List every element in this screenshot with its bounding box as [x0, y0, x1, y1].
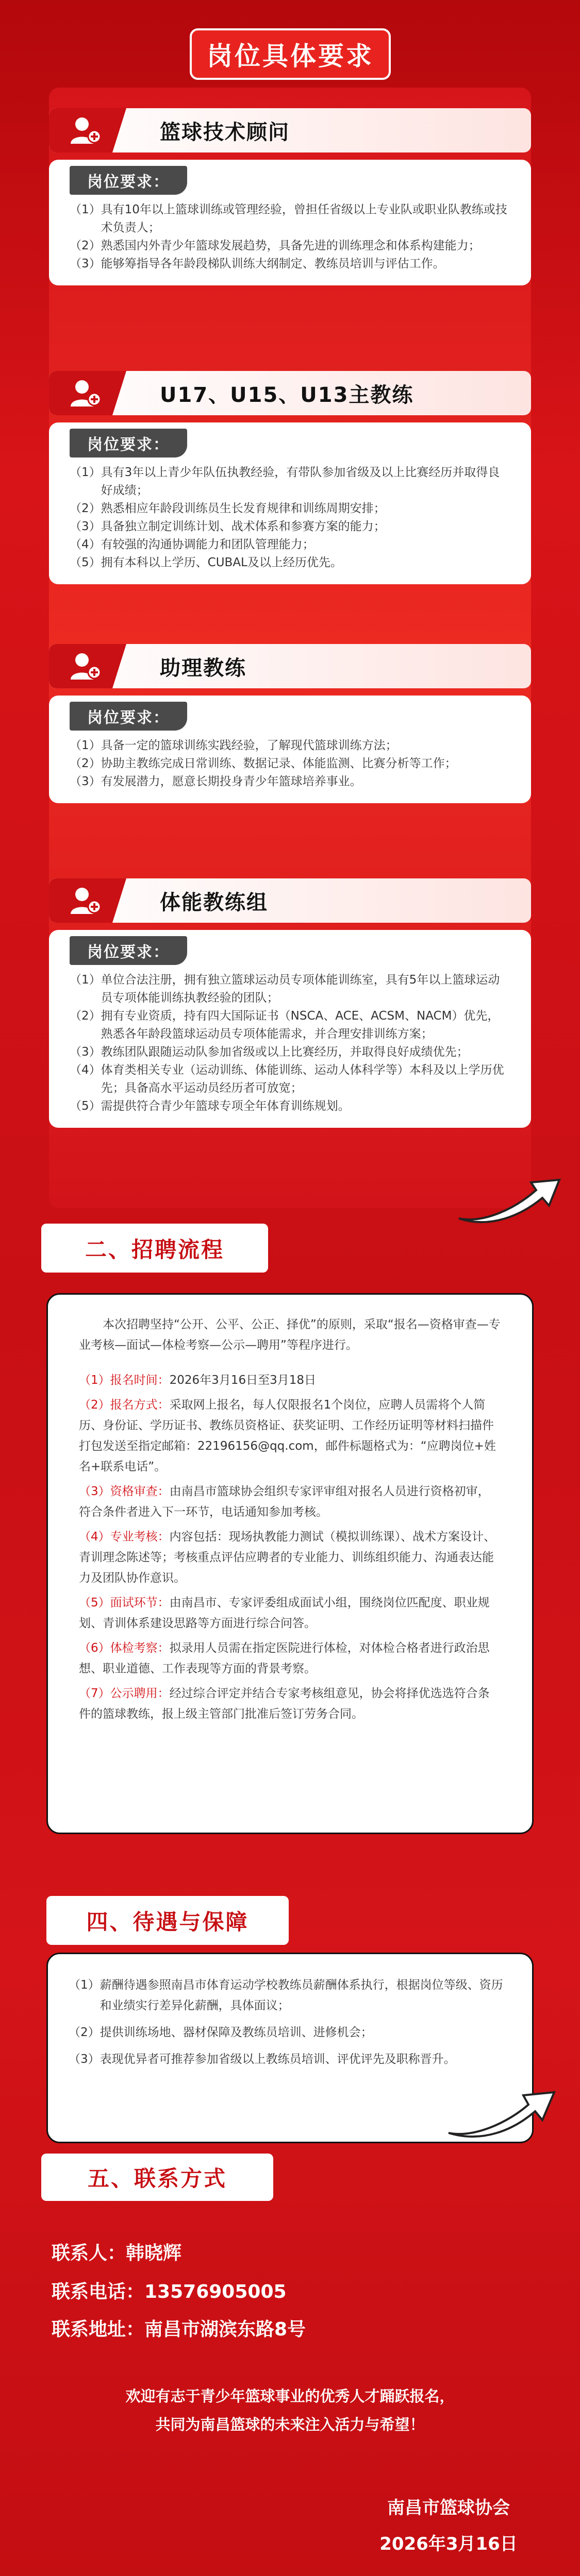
list-item	[69, 1975, 511, 2016]
item-text: 具备独立制定训练计划、战术体系和参赛方案的能力；	[101, 520, 386, 533]
process-card	[46, 1293, 534, 1834]
item-text: 有较强的沟通协调能力和团队管理能力；	[101, 538, 314, 551]
list-item	[70, 1007, 510, 1043]
list-item	[70, 255, 510, 273]
process-step	[79, 1683, 501, 1724]
list-item	[70, 518, 510, 536]
contact-address: 联系地址：南昌市湖滨东路8号	[52, 2319, 306, 2340]
role-title: U17、U15、U13主教练	[160, 383, 414, 407]
process-step	[79, 1638, 501, 1679]
list-item	[70, 755, 510, 773]
list-item	[70, 1061, 510, 1097]
process-step	[79, 1481, 501, 1522]
role-title: 体能教练组	[160, 890, 268, 914]
item-number: （4）	[70, 538, 101, 551]
step-text: 由南昌市、专家评委组成面试小组，围绕岗位匹配度、职业规划、青训体系建设思路等方面进行综合问答。	[79, 1596, 490, 1630]
role-title: 助理教练	[160, 656, 246, 680]
list-item	[70, 971, 510, 1007]
role-block	[49, 644, 531, 803]
list-item	[70, 500, 510, 518]
item-number: （3）	[69, 2053, 100, 2066]
org-signature: 南昌市篮球协会	[387, 2498, 510, 2518]
item-text: 具有3年以上青少年队伍执教经验，有带队参加省级及以上比赛经历并取得良好成绩；	[101, 466, 500, 497]
item-text: 薪酬待遇参照南昌市体育运动学校教练员薪酬体系执行，根据岗位等级、资历和业绩实行差异化薪酬，具体面议；	[100, 1978, 503, 2012]
item-text: 具有10年以上篮球训练或管理经验，曾担任省级以上专业队或职业队教练或技术负责人；	[101, 203, 507, 234]
role-header	[49, 108, 531, 152]
item-number: （1）	[70, 973, 101, 987]
item-number: （2）	[70, 757, 101, 770]
item-number: （1）	[70, 739, 101, 752]
role-block	[49, 108, 531, 285]
requirements-card	[49, 422, 531, 584]
item-number: （4）	[70, 1063, 101, 1077]
role-title: 篮球技术顾问	[160, 120, 290, 144]
list-item	[70, 1097, 510, 1115]
step-label: （3）资格审查：	[79, 1485, 170, 1498]
role-header	[49, 878, 531, 923]
step-text: 经过综合评定并结合专家考核组意见，协会将择优选选符合条件的篮球教练，报上级主管部门批准后签订劳务合同。	[79, 1687, 490, 1721]
item-text: 单位合法注册，拥有独立篮球运动员专项体能训练室，具有5年以上篮球运动员专项体能训练执教经验的团队；	[101, 973, 500, 1005]
item-text: 提供训练场地、器材保障及教练员培训、进修机会；	[100, 2026, 373, 2039]
item-number: （3）	[70, 257, 101, 270]
requirements-list	[70, 201, 510, 273]
item-number: （3）	[70, 775, 101, 788]
item-text: 教练团队跟随运动队参加省级或以上比赛经历，并取得良好成绩优先；	[101, 1045, 469, 1059]
item-text: 能够筹指导各年龄段梯队训练大纲制定、教练员培训与评估工作。	[101, 257, 445, 270]
list-item	[69, 2049, 511, 2070]
process-intro: 本次招聘坚持“公开、公平、公正、择优”的原则，采取“报名—资格审查—专业考核—面试—体检考察—公示—聘用”等程序进行。	[79, 1318, 501, 1352]
contact-phone: 联系电话：13576905005	[52, 2281, 287, 2302]
item-number: （2）	[70, 239, 101, 252]
list-item	[70, 201, 510, 237]
footer-message-1: 欢迎有志于青少年篮球事业的优秀人才踊跃报名，	[125, 2387, 455, 2405]
requirements-tag: 岗位要求：	[70, 429, 187, 457]
step-text: 拟录用人员需在指定医院进行体检，对体检合格者进行政治思想、职业道德、工作表现等方面的背景考察。	[79, 1641, 490, 1675]
list-item	[70, 773, 510, 791]
item-text: 具备一定的篮球训练实践经验，了解现代篮球训练方法；	[101, 739, 397, 752]
item-number: （3）	[70, 520, 101, 533]
role-header	[49, 371, 531, 415]
user-add-icon	[49, 878, 126, 923]
process-step	[79, 1527, 501, 1588]
section-tab-contact: 五、联系方式	[41, 2154, 273, 2201]
arrow-right-icon	[454, 1162, 567, 1234]
requirements-tag: 岗位要求：	[70, 702, 187, 731]
requirements-list	[70, 971, 510, 1115]
step-text: 内容包括：现场执教能力测试（模拟训练课）、战术方案设计、青训理念陈述等；考核重点评估应聘者的专业能力、训练组织能力、沟通表达能力及团队协作意识。	[79, 1530, 496, 1585]
item-number: （5）	[70, 556, 101, 569]
requirements-list	[70, 737, 510, 791]
step-label: （4）专业考核：	[79, 1530, 170, 1544]
item-number: （1）	[70, 203, 101, 216]
item-text: 拥有专业资质，持有四大国际证书（NSCA、ACE、ACSM、NACM）优先，熟悉各年龄段篮球运动员专项体能需求，并合理安排训练方案；	[101, 1009, 500, 1041]
process-step	[79, 1395, 501, 1477]
item-text: 体育类相关专业（运动训练、体能训练、运动人体科学等）本科及以上学历优先；具备高水平运动员经历者可放宽；	[101, 1063, 504, 1095]
requirements-tag: 岗位要求：	[70, 166, 187, 195]
item-number: （1）	[70, 466, 101, 479]
list-item	[70, 554, 510, 572]
page-title: 岗位具体要求	[190, 28, 391, 80]
list-item	[70, 536, 510, 554]
section-tab-benefits: 四、待遇与保障	[46, 1896, 289, 1945]
role-block	[49, 371, 531, 584]
process-step	[79, 1592, 501, 1634]
item-number: （1）	[69, 1978, 100, 1992]
role-header	[49, 644, 531, 688]
section-tab-process: 二、招聘流程	[41, 1224, 268, 1273]
requirements-card	[49, 160, 531, 285]
list-item	[70, 737, 510, 755]
item-text: 熟悉相应年龄段训练员生长发育规律和训练周期安排；	[101, 502, 386, 515]
requirements-tag: 岗位要求：	[70, 936, 187, 965]
contact-person: 联系人：韩晓辉	[52, 2243, 182, 2264]
item-text: 表现优异者可推荐参加省级以上教练员培训、评优评先及职称晋升。	[100, 2053, 456, 2066]
step-label: （2）报名方式：	[79, 1398, 170, 1412]
list-item	[70, 464, 510, 500]
item-text: 熟悉国内外青少年篮球发展趋势，具备先进的训练理念和体系构建能力；	[101, 239, 480, 252]
item-number: （2）	[70, 1009, 101, 1023]
footer-message-2: 共同为南昌篮球的未来注入活力与希望！	[155, 2416, 425, 2433]
item-text: 需提供符合青少年篮球专项全年体育训练规划。	[101, 1099, 350, 1113]
step-label: （6）体检考察：	[79, 1641, 170, 1655]
step-label: （5）面试环节：	[79, 1596, 170, 1609]
step-label: （1）报名时间：	[79, 1374, 170, 1387]
list-item	[70, 237, 510, 255]
list-item	[70, 1043, 510, 1061]
user-add-icon	[49, 108, 126, 152]
list-item	[69, 2022, 511, 2043]
item-number: （3）	[70, 1045, 101, 1059]
requirements-card	[49, 696, 531, 803]
step-text: 采取网上报名，每人仅限报名1个岗位，应聘人员需将个人简历、身份证、学历证书、教练员资格证、获奖证明、工作经历证明等材料扫描件打包发送至指定邮箱：22196156@qq.com，邮件标题格式为：“应聘岗位+姓名+联系电话”。	[79, 1398, 496, 1473]
requirements-card	[49, 930, 531, 1128]
item-text: 协助主教练完成日常训练、数据记录、体能监测、比赛分析等工作；	[101, 757, 457, 770]
item-number: （5）	[70, 1099, 101, 1113]
item-text: 有发展潜力，愿意长期投身青少年篮球培养事业。	[101, 775, 362, 788]
arrow-right-icon	[443, 2074, 562, 2151]
item-number: （2）	[69, 2026, 100, 2039]
item-text: 拥有本科以上学历、CUBAL及以上经历优先。	[101, 556, 342, 569]
user-add-icon	[49, 371, 126, 415]
requirements-list	[70, 464, 510, 572]
step-text: 2026年3月16日至3月18日	[169, 1374, 316, 1387]
role-block	[49, 878, 531, 1128]
signature-date: 2026年3月16日	[379, 2534, 518, 2554]
step-label: （7）公示聘用：	[79, 1687, 170, 1700]
process-step	[79, 1370, 501, 1391]
item-number: （2）	[70, 502, 101, 515]
user-add-icon	[49, 644, 126, 688]
step-text: 由南昌市篮球协会组织专家评审组对报名人员进行资格初审，符合条件者进入下一环节，电话通知参加考核。	[79, 1485, 490, 1519]
